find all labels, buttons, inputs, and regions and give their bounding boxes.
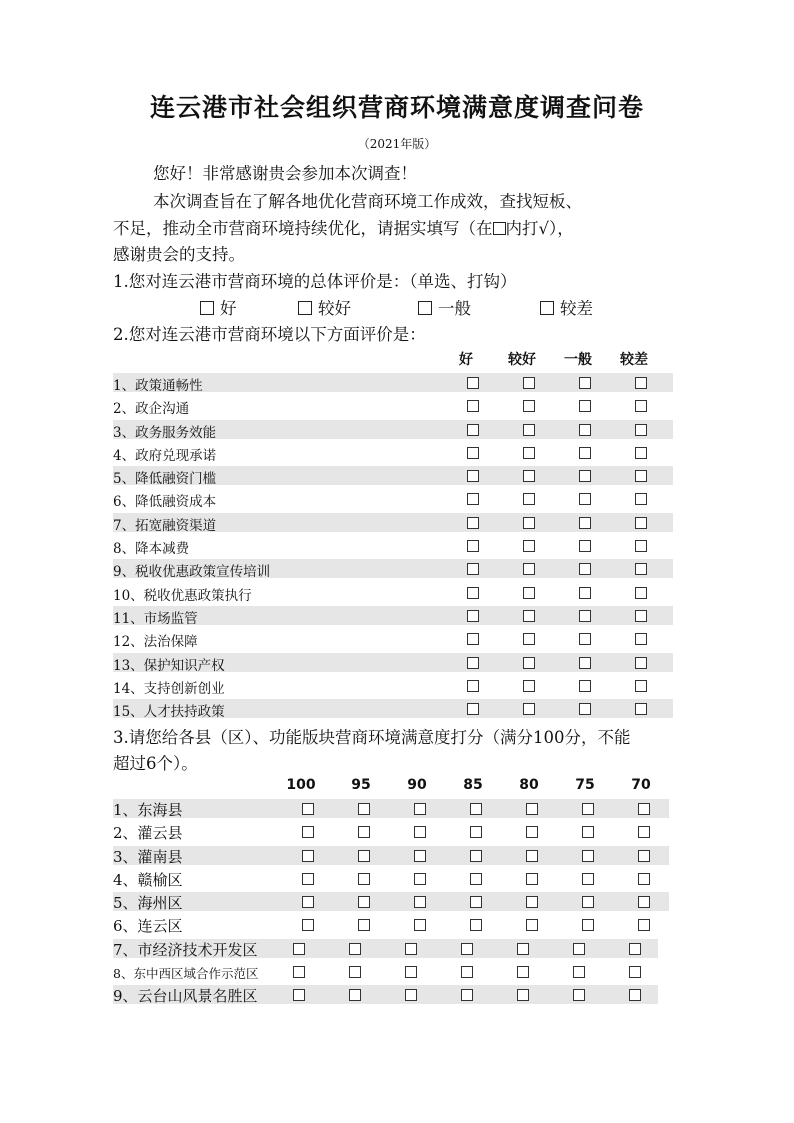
- intro-line-3: 感谢贵会的支持。: [113, 245, 245, 264]
- checkbox[interactable]: [635, 563, 647, 575]
- checkbox[interactable]: [579, 703, 591, 715]
- checkbox[interactable]: [635, 493, 647, 505]
- row-label: 1、政策通畅性: [113, 378, 203, 394]
- checkbox[interactable]: [461, 943, 473, 955]
- checkbox[interactable]: [302, 826, 314, 838]
- checkbox[interactable]: [470, 850, 482, 862]
- checkbox[interactable]: [358, 873, 370, 885]
- checkbox[interactable]: [523, 517, 535, 529]
- checkbox[interactable]: [579, 470, 591, 482]
- checkbox[interactable]: [467, 400, 479, 412]
- checkbox[interactable]: [635, 540, 647, 552]
- checkbox[interactable]: [517, 989, 529, 1001]
- checkbox[interactable]: [461, 989, 473, 1001]
- checkbox[interactable]: [579, 493, 591, 505]
- row-label: 8、降本减费: [113, 541, 190, 558]
- checkbox[interactable]: [470, 873, 482, 885]
- greeting-text: 您好！非常感谢贵会参加本次调查！: [153, 164, 417, 183]
- checkbox[interactable]: [358, 896, 370, 908]
- checkbox[interactable]: [467, 610, 479, 622]
- checkbox[interactable]: [573, 989, 585, 1001]
- checkbox[interactable]: [467, 657, 479, 669]
- row-label: 8、东中西区域合作示范区: [113, 966, 259, 982]
- row-label: 5、海州区: [113, 894, 183, 913]
- checkbox[interactable]: [302, 896, 314, 908]
- row-label: 12、法治保障: [113, 634, 198, 651]
- checkbox[interactable]: [579, 633, 591, 645]
- checkbox[interactable]: [467, 424, 479, 436]
- checkbox[interactable]: [414, 919, 426, 931]
- row-label: 7、市经济技术开发区: [113, 940, 258, 959]
- q3-col-80: 80: [519, 777, 539, 793]
- row-label: 2、政企沟通: [113, 401, 190, 418]
- checkbox[interactable]: [349, 989, 361, 1001]
- checkbox[interactable]: [579, 377, 591, 389]
- q3-question-line-2: 超过6个）。: [113, 754, 198, 773]
- checkbox[interactable]: [358, 919, 370, 931]
- checkbox[interactable]: [579, 517, 591, 529]
- intro-line-2a: 不足，推动全市营商环境持续优化，请据实填写（在: [113, 219, 493, 238]
- checkbox[interactable]: [470, 896, 482, 908]
- checkbox[interactable]: [582, 873, 594, 885]
- checkbox[interactable]: [467, 680, 479, 692]
- checkbox[interactable]: [293, 966, 305, 978]
- row-label: 7、拓宽融资渠道: [113, 517, 217, 534]
- q2-question: 2.您对连云港市营商环境以下方面评价是：: [113, 325, 426, 344]
- checkbox[interactable]: [523, 470, 535, 482]
- checkbox[interactable]: [523, 680, 535, 692]
- q3-col-85: 85: [463, 777, 483, 793]
- checkbox[interactable]: [579, 680, 591, 692]
- checkbox[interactable]: [638, 919, 650, 931]
- checkbox[interactable]: [638, 850, 650, 862]
- checkbox[interactable]: [470, 826, 482, 838]
- checkbox[interactable]: [573, 943, 585, 955]
- checkbox[interactable]: [579, 540, 591, 552]
- checkbox[interactable]: [523, 493, 535, 505]
- q3-col-70: 70: [631, 777, 651, 793]
- checkbox[interactable]: [523, 563, 535, 575]
- row-label: 6、连云区: [113, 917, 183, 936]
- checkbox[interactable]: [517, 966, 529, 978]
- checkbox[interactable]: [293, 943, 305, 955]
- q3-col-100: 100: [286, 777, 316, 793]
- row-label: 6、降低融资成本: [113, 494, 217, 511]
- row-label: 3、灌南县: [113, 847, 183, 866]
- q2-col-average: 一般: [564, 352, 592, 368]
- checkbox[interactable]: [523, 377, 535, 389]
- checkbox[interactable]: [638, 826, 650, 838]
- q3-question-line-1: 3.请您给各县（区）、功能版块营商环境满意度打分（满分100分，不能: [113, 728, 631, 747]
- row-label: 5、降低融资门槛: [113, 471, 217, 488]
- intro-line-2b: 内打√），: [505, 219, 574, 238]
- checkbox[interactable]: [629, 966, 641, 978]
- checkbox[interactable]: [414, 873, 426, 885]
- q2-col-poor: 较差: [620, 352, 648, 368]
- checkbox[interactable]: [635, 377, 647, 389]
- checkbox[interactable]: [467, 493, 479, 505]
- checkbox[interactable]: [302, 803, 314, 815]
- checkbox[interactable]: [523, 540, 535, 552]
- checkbox[interactable]: [635, 657, 647, 669]
- checkbox[interactable]: [405, 943, 417, 955]
- checkbox[interactable]: [470, 803, 482, 815]
- checkbox[interactable]: [579, 610, 591, 622]
- checkbox[interactable]: [358, 850, 370, 862]
- checkbox[interactable]: [523, 703, 535, 715]
- q2-col-fairly-good: 较好: [508, 352, 536, 368]
- checkbox[interactable]: [582, 919, 594, 931]
- checkbox[interactable]: [635, 517, 647, 529]
- checkbox[interactable]: [582, 896, 594, 908]
- checkbox[interactable]: [526, 896, 538, 908]
- q1-question: 1.您对连云港市营商环境的总体评价是：（单选、打钩）: [113, 272, 517, 291]
- page-title: 连云港市社会组织营商环境满意度调查问卷: [149, 93, 644, 122]
- version-subtitle: （2021年版）: [357, 137, 437, 151]
- checkbox[interactable]: [579, 657, 591, 669]
- checkbox-sample-icon: [493, 222, 506, 235]
- checkbox[interactable]: [635, 424, 647, 436]
- checkbox-icon[interactable]: [418, 301, 432, 315]
- checkbox[interactable]: [414, 826, 426, 838]
- q2-col-good: 好: [459, 352, 473, 368]
- checkbox[interactable]: [405, 966, 417, 978]
- checkbox-icon[interactable]: [540, 301, 554, 315]
- checkbox[interactable]: [638, 803, 650, 815]
- row-label: 4、赣榆区: [113, 870, 183, 889]
- row-label: 9、云台山风景名胜区: [113, 987, 258, 1006]
- checkbox[interactable]: [523, 633, 535, 645]
- checkbox[interactable]: [523, 447, 535, 459]
- checkbox[interactable]: [629, 989, 641, 1001]
- checkbox[interactable]: [635, 680, 647, 692]
- checkbox[interactable]: [635, 400, 647, 412]
- checkbox[interactable]: [573, 966, 585, 978]
- checkbox[interactable]: [629, 943, 641, 955]
- checkbox[interactable]: [635, 633, 647, 645]
- intro-line-2: [113, 215, 574, 239]
- row-label: 14、支持创新创业: [113, 680, 225, 697]
- checkbox[interactable]: [467, 633, 479, 645]
- checkbox[interactable]: [638, 873, 650, 885]
- checkbox[interactable]: [517, 943, 529, 955]
- checkbox[interactable]: [414, 896, 426, 908]
- row-label: 11、市场监管: [113, 610, 198, 627]
- checkbox[interactable]: [523, 657, 535, 669]
- checkbox[interactable]: [523, 587, 535, 599]
- checkbox[interactable]: [302, 873, 314, 885]
- checkbox[interactable]: [579, 447, 591, 459]
- checkbox[interactable]: [526, 803, 538, 815]
- row-label: 9、税收优惠政策宣传培训: [113, 564, 271, 581]
- checkbox[interactable]: [467, 447, 479, 459]
- checkbox[interactable]: [635, 447, 647, 459]
- checkbox[interactable]: [526, 826, 538, 838]
- intro-line-1: 本次调查旨在了解各地优化营商环境工作成效，查找短板、: [153, 192, 582, 211]
- checkbox[interactable]: [302, 850, 314, 862]
- q1-option-fairly-good[interactable]: 较好: [298, 295, 351, 319]
- checkbox[interactable]: [582, 803, 594, 815]
- checkbox[interactable]: [467, 587, 479, 599]
- checkbox-icon[interactable]: [298, 301, 312, 315]
- checkbox[interactable]: [635, 610, 647, 622]
- checkbox[interactable]: [467, 377, 479, 389]
- q3-col-95: 95: [351, 777, 371, 793]
- checkbox[interactable]: [582, 826, 594, 838]
- row-label: 10、税收优惠政策执行: [113, 587, 252, 604]
- q1-option-average[interactable]: 一般: [418, 295, 471, 319]
- q1-option-poor[interactable]: 较差: [540, 295, 593, 319]
- checkbox[interactable]: [470, 919, 482, 931]
- checkbox[interactable]: [358, 803, 370, 815]
- row-label: 2、灌云县: [113, 824, 183, 843]
- checkbox[interactable]: [526, 850, 538, 862]
- checkbox[interactable]: [579, 424, 591, 436]
- row-label: 3、政务服务效能: [113, 424, 217, 441]
- row-label: 13、保护知识产权: [113, 657, 225, 674]
- checkbox[interactable]: [523, 610, 535, 622]
- checkbox[interactable]: [349, 943, 361, 955]
- checkbox[interactable]: [635, 587, 647, 599]
- checkbox[interactable]: [467, 470, 479, 482]
- checkbox[interactable]: [414, 803, 426, 815]
- checkbox[interactable]: [526, 919, 538, 931]
- checkbox[interactable]: [582, 850, 594, 862]
- q3-col-90: 90: [407, 777, 427, 793]
- checkbox[interactable]: [461, 966, 473, 978]
- checkbox[interactable]: [579, 563, 591, 575]
- checkbox[interactable]: [523, 400, 535, 412]
- checkbox[interactable]: [635, 703, 647, 715]
- checkbox[interactable]: [349, 966, 361, 978]
- checkbox[interactable]: [638, 896, 650, 908]
- checkbox[interactable]: [293, 989, 305, 1001]
- checkbox[interactable]: [467, 540, 479, 552]
- row-label: 15、人才扶持政策: [113, 704, 225, 721]
- row-label: 4、政府兑现承诺: [113, 447, 217, 464]
- checkbox[interactable]: [467, 703, 479, 715]
- q1-option-good[interactable]: 好: [200, 295, 237, 319]
- checkbox[interactable]: [302, 919, 314, 931]
- q3-col-75: 75: [575, 777, 595, 793]
- checkbox[interactable]: [467, 517, 479, 529]
- checkbox[interactable]: [635, 470, 647, 482]
- checkbox[interactable]: [405, 989, 417, 1001]
- checkbox[interactable]: [579, 587, 591, 599]
- checkbox-icon[interactable]: [200, 301, 214, 315]
- checkbox[interactable]: [526, 873, 538, 885]
- checkbox[interactable]: [414, 850, 426, 862]
- checkbox[interactable]: [467, 563, 479, 575]
- row-label: 1、东海县: [113, 801, 183, 819]
- checkbox[interactable]: [358, 826, 370, 838]
- checkbox[interactable]: [579, 400, 591, 412]
- checkbox[interactable]: [523, 424, 535, 436]
